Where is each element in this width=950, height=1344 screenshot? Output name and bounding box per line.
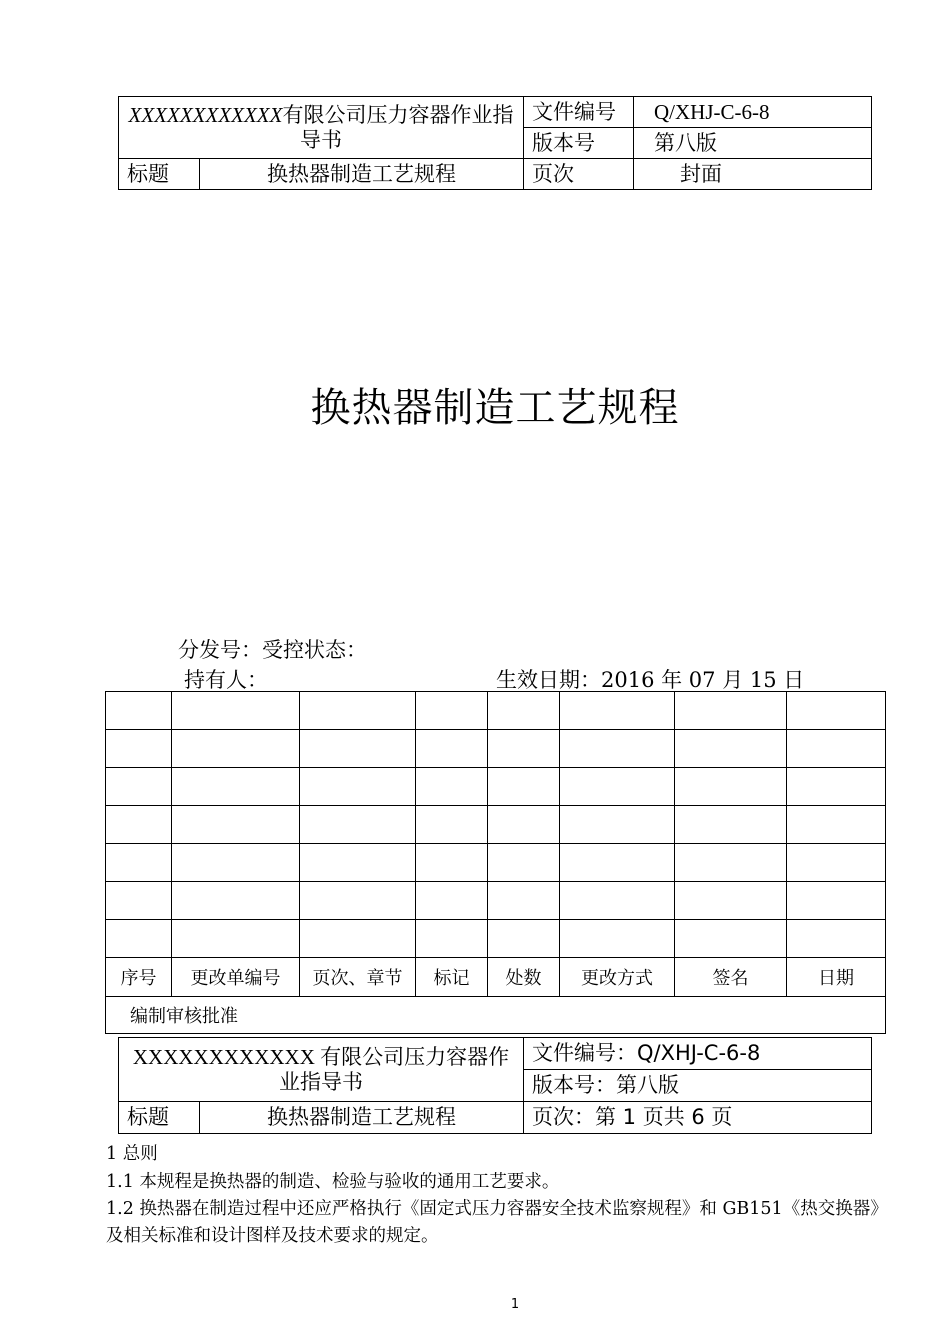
- holder-line: [178, 664, 818, 690]
- company-prefix: XXXXXXXXXXXX: [128, 103, 283, 128]
- table-row: [106, 692, 886, 730]
- col-header-page-section: 页次、章节: [300, 958, 416, 997]
- effective-date: 生效日期：2016 年 07 月 15 日: [496, 668, 805, 690]
- company-suffix: 有限公司压力容器作业指导书: [282, 103, 514, 152]
- table-row: [106, 806, 886, 844]
- page-value: 封面: [634, 159, 872, 190]
- company-name-cell: [119, 97, 524, 159]
- table-row: [106, 920, 886, 958]
- paragraph-1-2: 1.2 换热器在制造过程中还应严格执行《固定式压力容器安全技术监察规程》和 GB151《热交换器》及相关标准和设计图样及技术要求的规定。: [106, 1199, 879, 1246]
- cover-header-table: [118, 96, 872, 190]
- title-value: 换热器制造工艺规程: [200, 1102, 524, 1134]
- table-row: [106, 768, 886, 806]
- col-header-date: 日期: [787, 958, 886, 997]
- page-header-table: [118, 1037, 872, 1134]
- col-header-count: 处数: [488, 958, 560, 997]
- company-prefix: XXXXXXXXXXXX: [132, 1045, 321, 1070]
- version-value: 第八版: [634, 128, 872, 159]
- file-no-label: 文件编号: [524, 97, 634, 128]
- col-header-mark: 标记: [416, 958, 488, 997]
- section-heading: 1 总则: [106, 1144, 158, 1164]
- title-label: 标题: [119, 159, 200, 190]
- company-name-cell: [119, 1038, 524, 1102]
- col-header-seq: 序号: [106, 958, 172, 997]
- distribution-line: 分发号：受控状态：: [178, 638, 367, 662]
- title-label: 标题: [119, 1102, 200, 1134]
- file-no-value: Q/XHJ-C-6-8: [634, 97, 872, 128]
- table-row: [106, 844, 886, 882]
- revision-header-row: [106, 958, 886, 997]
- col-header-signature: 签名: [675, 958, 787, 997]
- page-number: 1: [510, 1297, 520, 1312]
- holder-label: 持有人：: [184, 668, 268, 690]
- file-no-cell: 文件编号：Q/XHJ-C-6-8: [524, 1038, 872, 1070]
- table-row: [106, 882, 886, 920]
- document-title: 换热器制造工艺规程: [310, 385, 680, 431]
- title-value: 换热器制造工艺规程: [200, 159, 524, 190]
- page-label: 页次: [524, 159, 634, 190]
- version-cell: 版本号：第八版: [524, 1070, 872, 1102]
- paragraph-1-1: 1.1 本规程是换热器的制造、检验与验收的通用工艺要求。: [106, 1172, 560, 1192]
- company-suffix: 有限公司压力容器作业指导书: [279, 1045, 510, 1094]
- version-label: 版本号: [524, 128, 634, 159]
- table-row: [106, 730, 886, 768]
- col-header-change-no: 更改单编号: [172, 958, 300, 997]
- col-header-method: 更改方式: [560, 958, 675, 997]
- page-cell: 页次：第 1 页共 6 页: [524, 1102, 872, 1134]
- approval-row: 编制审核批准: [106, 997, 886, 1034]
- revision-table: [105, 691, 886, 1034]
